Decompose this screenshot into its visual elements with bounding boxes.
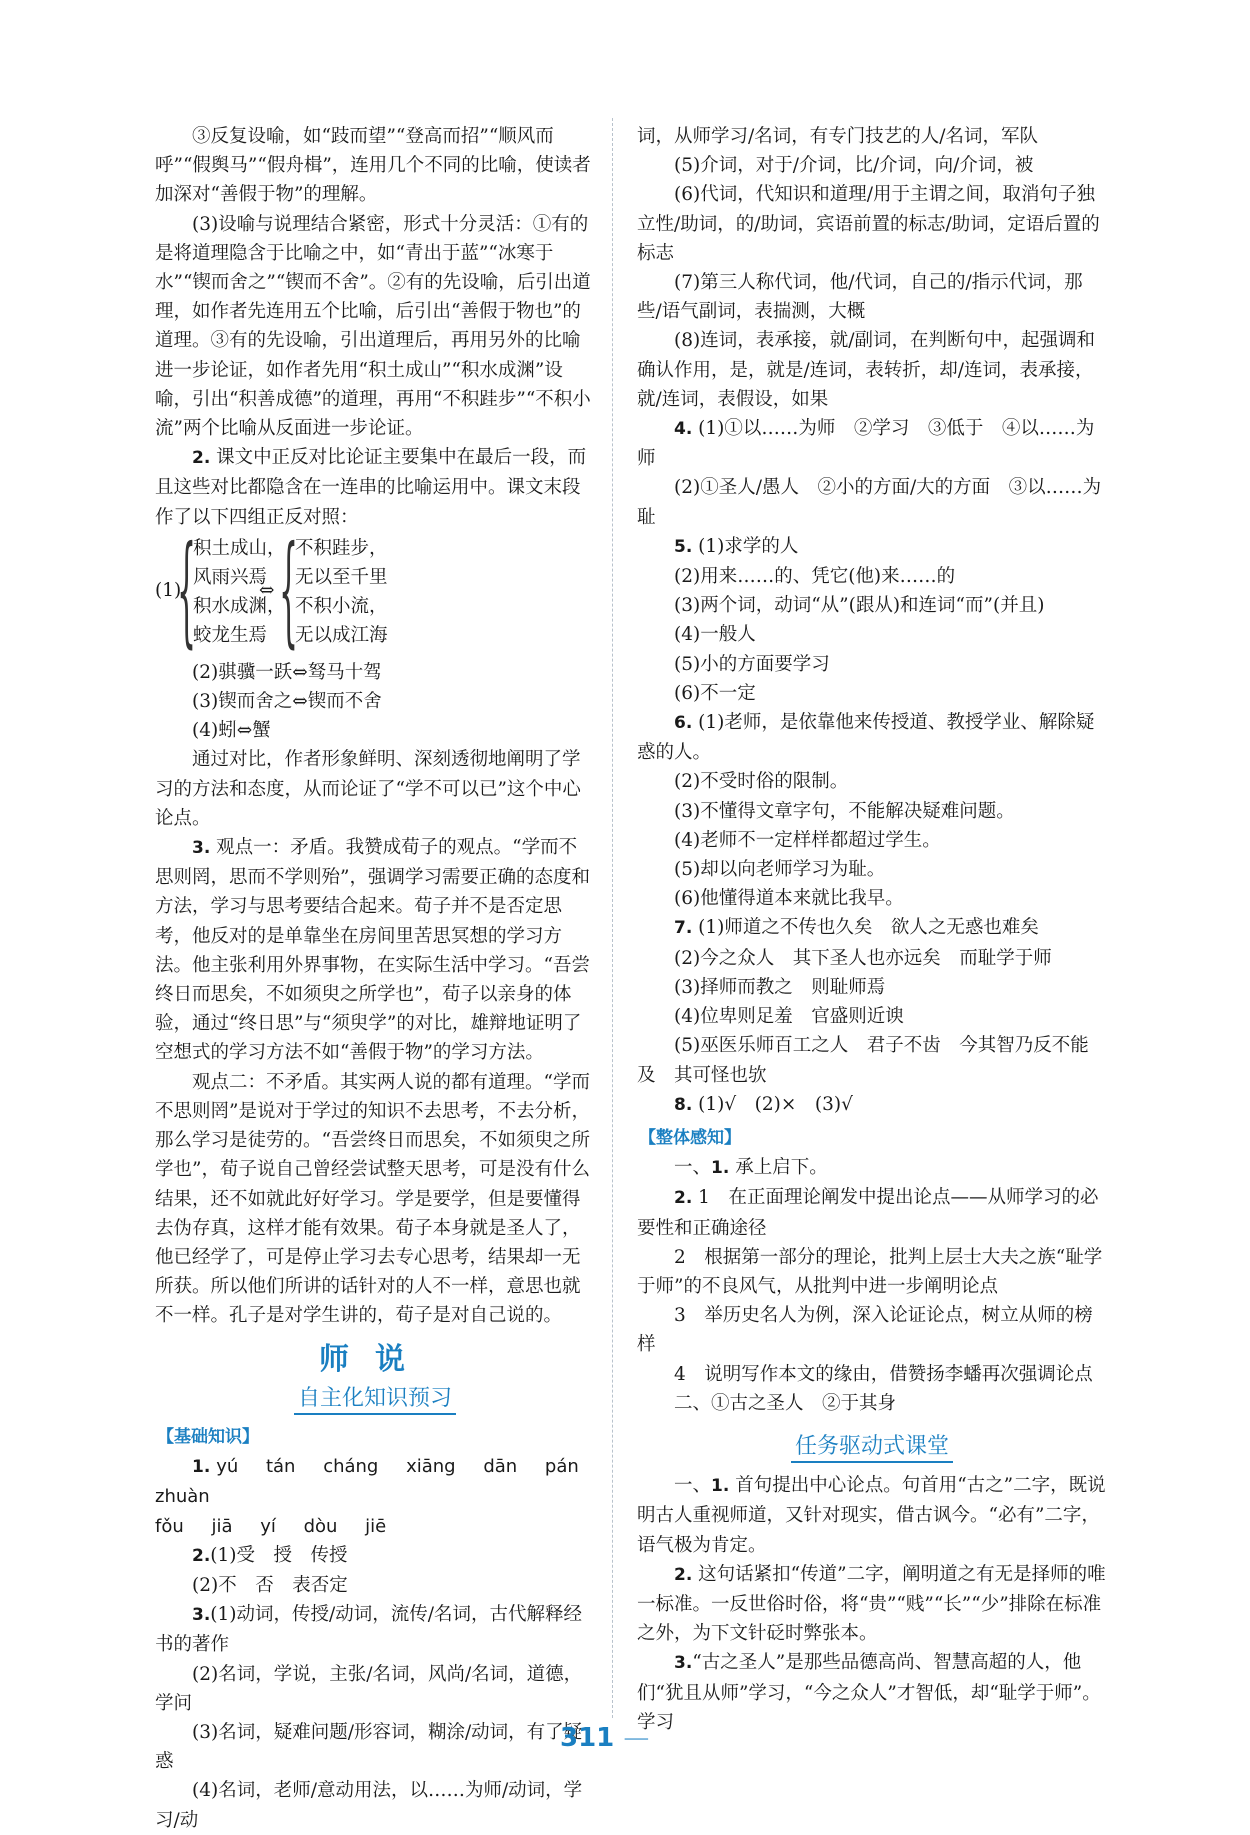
answer-text: 一、 (674, 1475, 712, 1497)
question-number: 6. (674, 713, 693, 734)
paragraph: (3)设喻与说理结合紧密，形式十分灵活：①有的是将道理隐含于比喻之中，如“青出于蓝”“冰寒于水”“锲而舍之”“锲而不舍”。②有的先设喻，后引出道理，如作者先连用五个比喻，后引出“善假于物也”的道理。③有的先设喻，引出道理后，再用另外的比喻进一步论证，如作者先用“积土成山”“积水成渊”设喻，引出“积善成德”的道理，再用“不积跬步”“不积小流”两个比喻从反面进一步论证。 (155, 213, 591, 440)
answer-line (155, 1512, 595, 1541)
section-tag: 【基础知识】 (157, 1426, 259, 1447)
answer-line: (2)名词，学说，主张/名词，风尚/名词，道德，学问 (155, 1663, 583, 1714)
answer-line: (4)老师不一定样样都超过学生。 (674, 829, 941, 851)
paragraph: 观点二：不矛盾。其实两人说的都有道理。“学而不思则罔”是说对于学过的知识不去思考，不去分析，那么学习是徒劳的。“吾尝终日而思矣，不如须臾之所学也”，荀子说自己曾经尝试整天思考，可是没有什么结果，还不如就此好好学习。学是要学，但是要懂得去伪存真，这样才能有效果。荀子本身就是圣人了，他已经学了，可是停止学习去专心思考，结果却一无所获。所以他们所讲的话针对的人不一样，意思也就不一样。孔子是对学生讲的，荀子是对自己说的。 (155, 1071, 590, 1327)
question-number: 4. (674, 419, 693, 440)
brace-item: 不积小流， (295, 596, 388, 618)
section-title (155, 1384, 595, 1413)
answer-line: (4)一般人 (674, 624, 756, 646)
answer-text: 这句话紧扣“传道”二字，阐明道之有无是择师的唯一标准。一反世俗时俗，将“贵”“贱”“长”“少”排除在标准之外，为下文针砭时弊张本。 (637, 1563, 1106, 1645)
brace-item: 无以成江海 (295, 625, 388, 647)
answer-line: (5)却以向老师学习为耻。 (674, 859, 886, 881)
question-number: 7. (674, 918, 693, 939)
answer-line: (3)择师而教之 则耻师焉 (674, 976, 886, 998)
answer-line (637, 708, 1107, 767)
question-number: 2. (192, 448, 211, 469)
answer-line: (3)不懂得文章字句，不能解决疑难问题。 (674, 800, 1015, 822)
answer-line (155, 1541, 595, 1571)
answer-line: (6)代词，代知识和道理/用于主谓之间，取消句子独立性/助词，的/助词，宾语前置的标志/助词，定语后置的标志 (637, 184, 1100, 264)
answer-line (637, 1090, 1107, 1120)
answer-line (637, 1648, 1107, 1737)
question-number: 1. (192, 1457, 211, 1478)
section-title-text: 任务驱动式课堂 (791, 1434, 953, 1463)
brace-item: 蛟龙生焉 (193, 625, 268, 647)
answer-line: (3)两个词，动词“从”(跟从)和连词“而”(并且) (674, 595, 1045, 617)
answer-line: (2)不 否 表否定 (192, 1574, 348, 1596)
brace-item: 不积跬步， (295, 537, 388, 559)
answer-line (637, 1471, 1107, 1560)
contrast-pair: (2)骐骥一跃⇔驽马十驾 (192, 661, 382, 683)
answer-line (637, 1560, 1107, 1649)
brace-right-items (295, 534, 388, 651)
paragraph (155, 833, 595, 1068)
answer-text: 承上启下。 (729, 1157, 828, 1179)
page-number-dash: — (623, 1723, 650, 1753)
answer-line: (8)连词，表承接，就/副词，在判断句中，起强调和确认作用，是，就是/连词，表转折，却/连词，表承接，就/连词，表假设，如果 (637, 330, 1095, 410)
contrast-pair: (4)蚓⇔蟹 (192, 720, 271, 742)
answer-text: (1)①以……为师 ②学习 ③低于 ④以……为师 (637, 418, 1095, 470)
answer-text: 一、 (674, 1157, 712, 1179)
section-title (637, 1432, 1107, 1461)
question-number: 3. (192, 1605, 211, 1626)
paragraph: ③反复设喻，如“跂而望”“登高而招”“顺风而呼”“假舆马”“假舟楫”，连用几个不同的比喻，使读者加深对“善假于物”的理解。 (155, 126, 591, 206)
answer-line (637, 1153, 1107, 1183)
question-number: 3. (674, 1653, 693, 1674)
answer-text: (1)动词，传授/动词，流传/名词，古代解释经书的著作 (155, 1604, 582, 1656)
answer-text: (1)√ (2)× (3)√ (692, 1093, 853, 1115)
answer-text: “古之圣人”是那些品德高尚、智慧高超的人，他们“犹且从师”学习，“今之众人”才智低，却“耻学于师”。学习 (637, 1652, 1101, 1733)
contrast-arrow: ⇔ (259, 579, 275, 601)
question-number: 2. (192, 1545, 211, 1566)
answer-line: (2)用来……的、凭它(他)来……的 (674, 566, 956, 588)
answer-line: (2)不受时俗的限制。 (674, 771, 849, 793)
section-title-text: 自主化知识预习 (294, 1386, 456, 1415)
answer-line (155, 1452, 595, 1511)
column-divider (612, 118, 613, 1718)
answer-text: (1)受 授 传授 (210, 1544, 348, 1566)
right-brace: { (279, 520, 299, 660)
answer-line: (4)位卑则足羞 官盛则近谀 (674, 1006, 904, 1028)
paragraph: 通过对比，作者形象鲜明、深刻透彻地阐明了学习的方法和态度，从而论证了“学不可以已”这个中心论点。 (155, 749, 581, 829)
answer-line: (3)名词，疑难问题/形容词，糊涂/动词，有了疑惑 (155, 1721, 583, 1773)
answer-line: (4)名词，老师/意动用法，以……为师/动词，学习/动 (155, 1780, 583, 1831)
answer-line (637, 913, 1107, 943)
answer-line (155, 1600, 595, 1659)
answer-line: (6)不一定 (674, 682, 756, 704)
page-number (560, 1723, 649, 1753)
question-number: 1. (711, 1476, 730, 1497)
brace-item: 积水成渊， (193, 596, 286, 618)
answer-line (637, 532, 1107, 562)
answer-line: (2)今之众人 其下圣人也亦远矣 而耻学于师 (674, 947, 1052, 969)
answer-line: (2)①圣人/愚人 ②小的方面/大的方面 ③以……为耻 (637, 477, 1102, 528)
answer-line: 2 根据第一部分的理论，批判上层士大夫之族“耻学于师”的不良风气，从批判中进一步阐明论点 (637, 1246, 1103, 1297)
contrast-brace-group (155, 520, 595, 660)
answer-text: (1)求学的人 (692, 535, 799, 557)
question-number: 5. (674, 536, 693, 557)
paragraph-text: 课文中正反对比论证主要集中在最后一段，而且这些对比都隐含在一连串的比喻运用中。课文末段作了以下四组正反对照： (155, 447, 587, 528)
brace-item: 积土成山， (193, 537, 286, 559)
section-tag: 【整体感知】 (639, 1127, 741, 1148)
pinyin-text: fǒu jiā yí dòu jiē (155, 1515, 387, 1537)
answer-line (637, 1183, 1107, 1242)
answer-text: 首句提出中心论点。句首用“古之”二字，既说明古人重视师道，又针对现实，借古讽今。“必有”二字，语气极为肯定。 (637, 1475, 1106, 1556)
answer-text: (1)老师，是依靠他来传授道、教授学业、解除疑惑的人。 (637, 712, 1095, 764)
answer-line: (7)第三人称代词，他/代词，自己的/指示代词，那些/语气副词，表揣测，大概 (637, 272, 1083, 323)
brace-label: (1) (155, 579, 182, 601)
page-number-text: 311 (560, 1723, 615, 1753)
question-number: 2. (674, 1188, 693, 1209)
question-number: 2. (674, 1564, 693, 1585)
question-number: 8. (674, 1094, 693, 1115)
lesson-title: 师说 (319, 1341, 431, 1377)
answer-line: 词，从师学习/名词，有专门技艺的人/名词，军队 (637, 126, 1038, 147)
question-number: 1. (711, 1158, 730, 1179)
answer-text: 1 在正面理论阐发中提出论点——从师学习的必要性和正确途径 (637, 1187, 1099, 1239)
brace-item: 风雨兴焉 (193, 567, 268, 589)
brace-item: 无以至千里 (295, 567, 388, 589)
answer-line: (5)介词，对于/介词，比/介词，向/介词，被 (674, 155, 1034, 177)
answer-line: 4 说明写作本文的缘由，借赞扬李蟠再次强调论点 (674, 1363, 1093, 1385)
left-brace: { (177, 520, 197, 660)
paragraph (155, 443, 595, 532)
answer-line: (5)小的方面要学习 (674, 653, 830, 675)
paragraph-text: 观点一：矛盾。我赞成荀子的观点。“学而不思则罔，思而不学则殆”，强调学习需要正确的态度和方法，学习与思考要结合起来。荀子并不是否定思考，他反对的是单靠坐在房间里苦思冥想的学习方法。他主张利用外界事物，在实际生活中学习。“吾尝终日而思矣，不如须臾之所学也”，荀子以亲身的体验，通过“终日思”与“须臾学”的对比，雄辩地证明了空想式的学习方法不如“善假于物”的学习方法。 (155, 837, 590, 1064)
right-column (637, 122, 1107, 1737)
question-number: 3. (192, 838, 211, 859)
pinyin-text: yú tán cháng xiāng dān pán zhuàn (155, 1456, 579, 1508)
answer-line: 二、①古之圣人 ②于其身 (674, 1392, 897, 1414)
contrast-pair: (3)锲而舍之⇔锲而不舍 (192, 691, 382, 713)
answer-text: (1)师道之不传也久矣 欲人之无惑也难矣 (692, 917, 1039, 939)
answer-line: (5)巫医乐师百工之人 君子不齿 今其智乃反不能及 其可怪也欤 (637, 1035, 1089, 1086)
answer-line: (6)他懂得道本来就比我早。 (674, 888, 904, 910)
answer-line: 3 举历史名人为例，深入论证论点，树立从师的榜样 (637, 1305, 1093, 1356)
answer-line (637, 414, 1107, 473)
left-column (155, 122, 595, 1835)
